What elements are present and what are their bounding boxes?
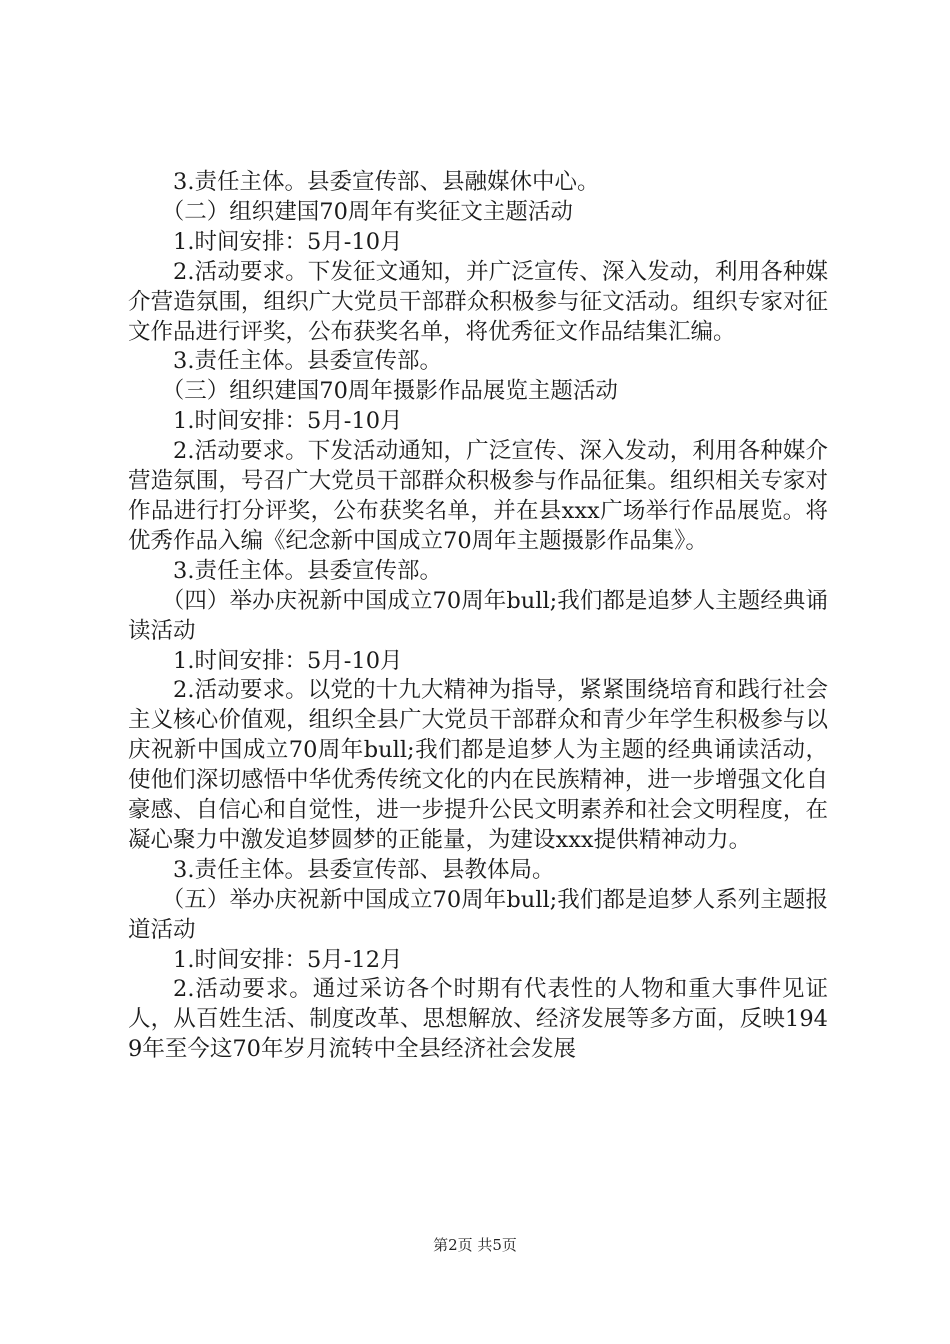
paragraph-4: 2.活动要求。下发征文通知，并广泛宣传、深入发动，利用各种媒介营造氛围，组织广大党员干部群众积极参与征文活动。组织专家对征文作品进行评奖，公布获奖名单，将优秀征文作品结集汇编。 [128,258,828,345]
paragraph-12: 2.活动要求。以党的十九大精神为指导，紧紧围绕培育和践行社会主义核心价值观，组织全县广大党员干部群众和青少年学生积极参与以庆祝新中国成立70周年bull;我们都是追梦人为主题的经典诵读活动，使他们深切感悟中华优秀传统文化的内在民族精神，进一步增强文化自豪感、自信心和自觉性，进一步提升公民文明素养和社会文明程度，在凝心聚力中激发追梦圆梦的正能量，为建设xxx提供精神动力。 [128,677,828,853]
section-heading-5: （五）举办庆祝新中国成立70周年bull;我们都是追梦人系列主题报道活动 [128,886,828,943]
paragraph-13: 3.责任主体。县委宣传部、县教体局。 [173,856,555,883]
document-body [128,168,828,1065]
paragraph-7: 1.时间安排：5月-10月 [173,408,403,435]
paragraph-1: 3.责任主体。县委宣传部、县融媒休中心。 [173,169,600,195]
page-footer [0,1234,950,1255]
paragraph-15: 1.时间安排：5月-12月 [173,946,403,973]
paragraph-11: 1.时间安排：5月-10月 [173,647,403,674]
paragraph-16: 2.活动要求。通过采访各个时期有代表性的人物和重大事件见证人，从百姓生活、制度改革、思想解放、经济发展等多方面，反映1949年至今这70年岁月流转中全县经济社会发展 [128,976,828,1063]
paragraph-8: 2.活动要求。下发活动通知，广泛宣传、深入发动，利用各种媒介营造氛围，号召广大党员干部群众积极参与作品征集。组织相关专家对作品进行打分评奖，公布获奖名单，并在县xxx广场举行作品展览。将优秀作品入编《纪念新中国成立70周年主题摄影作品集》。 [128,438,828,554]
section-heading-2: （二）组织建国70周年有奖征文主题活动 [161,198,573,225]
paragraph-3: 1.时间安排：5月-10月 [173,228,403,255]
section-heading-4: （四）举办庆祝新中国成立70周年bull;我们都是追梦人主题经典诵读活动 [128,587,828,644]
page-number: 第2页 共5页 [433,1236,517,1254]
paragraph-5: 3.责任主体。县委宣传部。 [173,348,442,375]
paragraph-9: 3.责任主体。县委宣传部。 [173,557,442,584]
section-heading-3: （三）组织建国70周年摄影作品展览主题活动 [161,378,618,405]
